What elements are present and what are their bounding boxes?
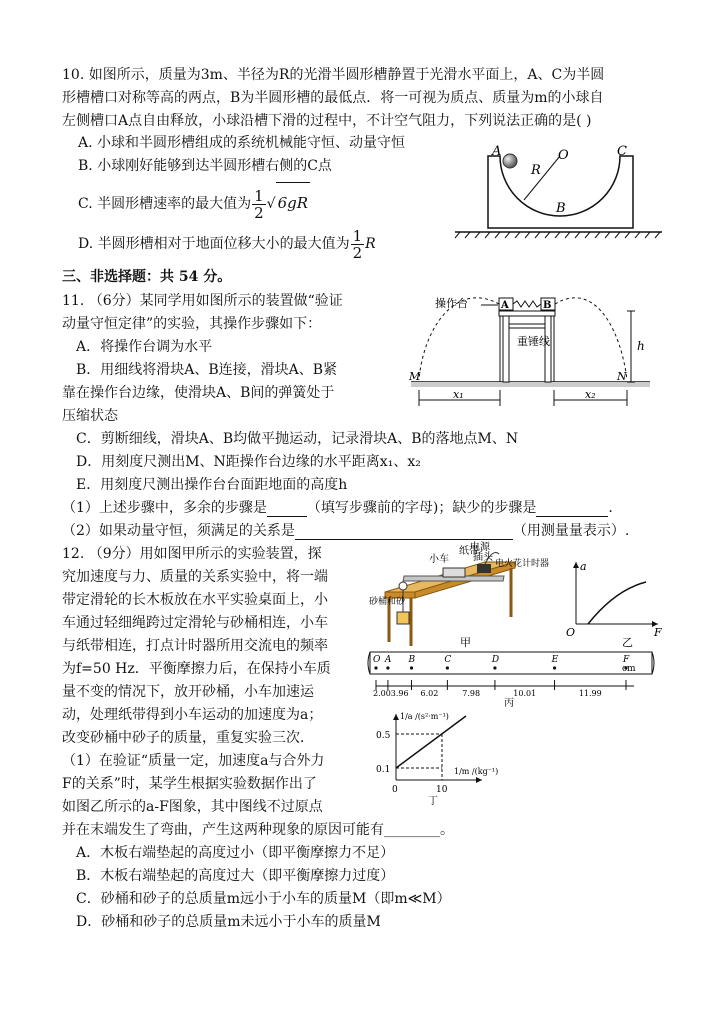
tape-dot-D [493, 666, 496, 669]
q12-jia-bucket: 砂桶和砂 [369, 597, 406, 607]
q12-line1: 12. （9分）用如图甲所示的实验装置，探 [62, 546, 322, 562]
q12-figure-jia [365, 542, 550, 650]
tape-point-label-D: D [491, 655, 500, 665]
q12-figure-bing [364, 650, 660, 708]
q12-ding-x1: 10 [436, 785, 448, 795]
tape-distance-3: 7.98 [462, 689, 481, 698]
q12-jia-paper: 纸带 [459, 546, 479, 557]
q12-jia-plug: 插头 [473, 552, 493, 563]
q11-sub2-text-a: （2）如果动量守恒，须满足的关系是 [62, 523, 295, 539]
q10-option-c-text: C. 半圆形槽速率的最大值为 [78, 196, 252, 212]
q12-ding-yaxis: 1/a /(s²·m⁻¹) [400, 712, 449, 721]
tape-dot-O [374, 666, 377, 669]
q12-option-d: D．砂桶和砂子的总质量m未远小于小车的质量M [76, 914, 381, 930]
q12-option-c: C．砂桶和砂子的总质量m远小于小车的质量M（即m≪M） [76, 891, 451, 907]
tape-distance-0: 2.00 [373, 689, 391, 698]
ball-icon [503, 154, 517, 168]
q10-option-d-fraction [351, 228, 365, 261]
q11-line2: 动量守恒定律”的实验，其操作步骤如下： [62, 316, 322, 332]
q12-ding-label: 丁 [428, 796, 438, 807]
tape-distance-4: 10.01 [513, 689, 537, 698]
tape-dot-E [553, 666, 556, 669]
q11-label-plumb: 重锤线 [517, 335, 550, 348]
tape-distance-2: 6.02 [420, 689, 439, 698]
q11-step-b1: B．用细线将滑块A、B连接，滑块A、B紧 [76, 362, 338, 378]
q11-blank-extra-step[interactable] [267, 502, 307, 517]
q12-line2: 究加速度与力、质量的关系实验中，将一端 [62, 569, 328, 585]
q11-sub2-text-b: （用测量量表示）. [512, 523, 630, 539]
q12-bing-unit: cm [622, 664, 636, 674]
tape-point-label-F: F [623, 655, 630, 665]
q10-option-c-sqrt: 6gR [276, 182, 310, 223]
tape-dot-C [446, 666, 449, 669]
q11-label-m: M [409, 370, 421, 383]
q11-sub2 [62, 522, 629, 540]
q12-yi-label: 乙 [622, 636, 633, 649]
tape-point-label-O: O [373, 655, 381, 665]
tape-point-label-A: A [384, 655, 392, 665]
q10-label-b: B [556, 201, 566, 216]
q10-label-r: R [531, 163, 541, 178]
q10-label-o: O [558, 148, 569, 163]
q10-option-d-den: 2 [352, 243, 363, 262]
q12-line3: 带定滑轮的长木板放在水平实验桌面上，小 [62, 592, 328, 608]
q12-jia-power: 电源 [470, 542, 490, 553]
q10-option-d-num: 1 [352, 226, 363, 245]
q10-label-a: A [492, 144, 502, 159]
q10-stem-line2: 形槽槽口对称等高的两点，B为半圆形槽的最低点．将一可视为质点、质量为m的小球自 [62, 90, 604, 106]
q10-option-d-r: R [365, 236, 376, 252]
tape-dot-A [386, 666, 389, 669]
q10-stem-line1: 10. 如图所示，质量为3m、半径为R的光滑半圆形槽静置于光滑水平面上，A、C为半圆 [62, 67, 605, 83]
q12-ding-x0: 0 [392, 785, 398, 795]
q12-yi-axis-a: a [580, 560, 587, 573]
q10-option-c-den: 2 [254, 203, 264, 222]
q12-bing-label: 丙 [504, 698, 514, 709]
q11-sub1 [62, 499, 613, 517]
q11-label-platform: 操作台 [435, 297, 468, 310]
q11-label-b: B [543, 300, 552, 311]
q12-ding-y1: 0.5 [376, 731, 391, 741]
q12-line13: 并在末端发生了弯曲，产生这两种现象的原因可能有________。 [62, 822, 454, 838]
q11-blank-relation[interactable] [295, 525, 513, 540]
q11-sub1-text-b: （填写步骤前的字母)；缺少的步骤是 [306, 500, 537, 516]
q10-option-c-num: 1 [254, 186, 264, 205]
q12-jia-timer: 电火花计时器 [495, 559, 550, 569]
section-three-heading: 三、非选择题：共 54 分。 [62, 269, 232, 285]
q11-label-x2: x₂ [585, 388, 596, 401]
q11-step-c: C．剪断细线，滑块A、B均做平抛运动，记录滑块A、B的落地点M、N [76, 431, 519, 447]
q12-jia-label: 甲 [460, 636, 471, 649]
q12-option-a: A．木板右端垫起的高度过小（即平衡摩擦力不足） [76, 845, 395, 861]
q12-figure-yi [560, 558, 670, 650]
q12-yi-axis-f: F [654, 626, 662, 639]
q11-step-e: E．用刻度尺测出操作台台面距地面的高度h [76, 477, 348, 493]
q12-line4: 车通过轻细绳跨过定滑轮与砂桶相连，小车 [62, 615, 328, 631]
q12-line9: 改变砂桶中砂子的质量，重复实验三次． [62, 730, 314, 746]
q12-ding-xaxis: 1/m /(kg⁻¹) [454, 767, 499, 776]
tape-point-label-C: C [444, 655, 452, 665]
q10-label-c: C [617, 144, 627, 159]
q10-option-c: C. 半圆形槽速率的最大值为 $\frac{1}{2}$ √ 6gR [78, 182, 310, 224]
q11-label-h: h [637, 339, 645, 353]
q10-groove-figure [450, 140, 670, 245]
q11-line1: 11. （6分）某同学用如图所示的装置做“验证 [62, 293, 343, 309]
q10-option-d [78, 224, 376, 264]
q12-line11: F的关系”时，某学生根据实验数据作出了 [62, 776, 317, 792]
q12-line8: 动，处理纸带得到小车运动的加速度为a； [62, 707, 323, 723]
q11-blank-missing-step[interactable] [536, 502, 608, 517]
q12-line12: 如图乙所示的a-F图象，其中图线不过原点 [62, 799, 323, 815]
q12-line5: 与纸带相连，打点计时器所用交流电的频率 [62, 638, 328, 654]
tape-distance-1: 3.96 [390, 689, 409, 698]
tape-point-label-E: E [551, 655, 559, 665]
q11-apparatus-figure [395, 290, 665, 412]
q10-option-b: B. 小球刚好能够到达半圆形槽右侧的C点 [78, 158, 332, 174]
q11-label-x1: x₁ [453, 388, 464, 401]
q12-line10: （1）在验证“质量一定，加速度a与合外力 [62, 753, 325, 769]
q12-ding-line [396, 716, 466, 768]
q12-jia-cart: 小车 [429, 554, 449, 565]
q12-yi-origin: O [566, 626, 576, 639]
q12-yi-curve [588, 582, 646, 624]
q10-option-d-text: D. 半圆形槽相对于地面位移大小的最大值为 [78, 236, 350, 252]
q11-sub1-text-c: . [608, 500, 613, 516]
q10-option-a: A. 小球和半圆形槽组成的系统机械能守恒、动量守恒 [78, 135, 406, 151]
q12-line7: 量不变的情况下，放开砂桶，小车加速运 [62, 684, 314, 700]
q10-option-c-fraction [252, 188, 266, 221]
q11-step-a: A．将操作台调为水平 [76, 339, 213, 355]
q11-step-b2: 靠在操作台边缘，使滑块A、B间的弹簧处于 [62, 385, 335, 401]
q12-line6: 为f=50 Hz．平衡摩擦力后，在保持小车质 [62, 661, 331, 677]
q12-figure-ding [372, 708, 499, 807]
q11-sub1-text-a: （1）上述步骤中，多余的步骤是 [62, 500, 267, 516]
q11-step-d: D．用刻度尺测出M、N距操作台边缘的水平距离x₁、x₂ [76, 454, 421, 470]
q11-label-a: A [501, 300, 509, 311]
q11-step-b3: 压缩状态 [62, 408, 118, 424]
q10-stem-line3: 左侧槽口A点自由释放，小球沿槽下滑的过程中，不计空气阻力，下列说法正确的是( ) [62, 113, 592, 129]
q11-label-n: N [617, 370, 627, 383]
q12-option-b: B．木板右端垫起的高度过大（即平衡摩擦力过度） [76, 868, 395, 884]
tape-distance-5: 11.99 [578, 689, 602, 698]
tape-dot-B [410, 666, 413, 669]
tape-point-label-B: B [408, 655, 416, 665]
q12-ding-y2: 0.1 [376, 765, 391, 775]
